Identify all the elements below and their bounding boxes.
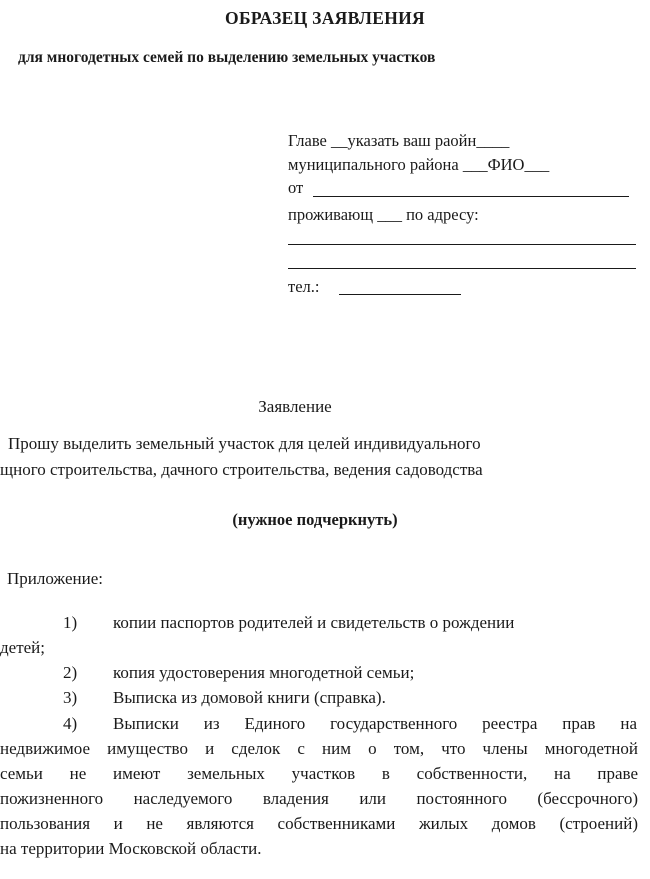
phone-label: тел.:	[288, 277, 320, 296]
attachment-item-4-line-3: семьи не имеют земельных участков в собственности, на праве	[0, 764, 638, 783]
attachment-item-4-text: Выписки из Единого государственного реестра прав на	[113, 714, 637, 733]
residence-label: проживающ ___ по адресу:	[288, 205, 479, 224]
attachment-item-3-number: 3)	[63, 688, 78, 707]
attachment-item-1-text: копии паспортов родителей и свидетельств о рождении	[113, 613, 515, 632]
attachments-label: Приложение:	[7, 569, 103, 588]
phone-blank-line	[339, 294, 461, 295]
attachment-item-1-number: 1)	[63, 613, 78, 632]
fio-placeholder: ФИО	[487, 155, 525, 174]
attachment-item-4-line-5: пользования и не являются собственниками жилых домов (строений)	[0, 814, 638, 833]
addressee-line-head	[288, 131, 509, 151]
address-blank-line-2	[288, 268, 636, 269]
attachment-item-4-line-4: пожизненного наследуемого владения или постоянного (бессрочного)	[0, 789, 638, 808]
attachment-item-1-continuation: детей;	[0, 638, 45, 657]
from-blank-line	[313, 196, 629, 197]
attachment-item-4-line-6: на территории Московской области.	[0, 839, 262, 858]
attachment-item-3-text: Выписка из домовой книги (справка).	[113, 688, 386, 707]
request-line-1: Прошу выделить земельный участок для целей индивидуального	[8, 434, 481, 453]
attachment-item-2-text: копия удостоверения многодетной семьи;	[113, 663, 415, 682]
attachment-item-4-number: 4)	[63, 714, 78, 733]
document-subtitle: для многодетных семей по выделению земельных участков	[18, 49, 436, 66]
district-placeholder: указать ваш раойн	[347, 131, 477, 150]
address-blank-line-1	[288, 244, 636, 245]
district-suffix: ___	[524, 155, 550, 174]
request-line-2: щного строительства, дачного строительства, ведения садоводства	[0, 460, 483, 479]
from-label: от	[288, 178, 304, 197]
addressee-head-suffix: ____	[476, 131, 510, 150]
document-title: ОБРАЗЕЦ ЗАЯВЛЕНИЯ	[225, 8, 425, 28]
attachment-item-2-number: 2)	[63, 663, 78, 682]
attachment-item-4-line-2: недвижимое имущество и сделок с ним о том, что члены многодетной	[0, 739, 638, 758]
application-heading: Заявление	[258, 397, 332, 416]
addressee-head-prefix: Главе __	[288, 131, 348, 150]
district-prefix: муниципального района ___	[288, 155, 488, 174]
addressee-line-district	[288, 155, 549, 175]
underline-note: (нужное подчеркнуть)	[232, 510, 398, 529]
